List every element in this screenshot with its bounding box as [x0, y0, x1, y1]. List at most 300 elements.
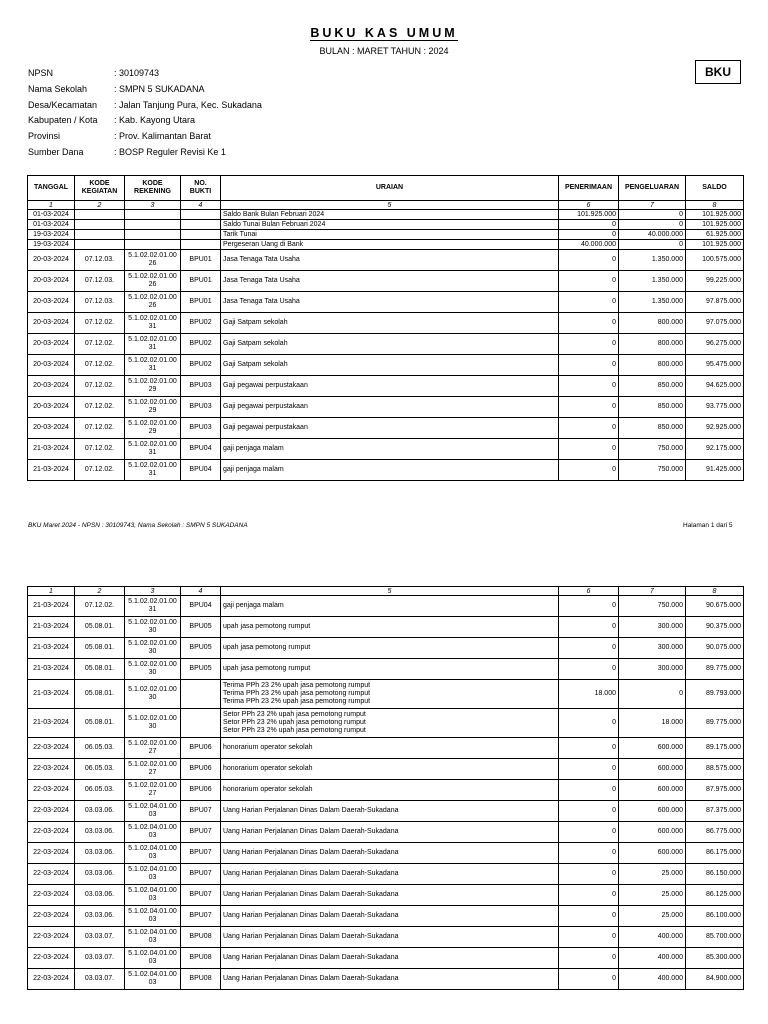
col-number: 6: [559, 587, 619, 596]
cell-no-bukti: [181, 230, 221, 240]
cell-saldo: 97.075.000: [686, 313, 744, 334]
cell-no-bukti: [181, 210, 221, 220]
cell-uraian: honorarium operator sekolah: [221, 738, 559, 759]
cell-saldo: 86.125.000: [686, 885, 744, 906]
cell-no-bukti: [181, 680, 221, 709]
info-row: [28, 68, 262, 84]
cell-pengeluaran: 0: [619, 680, 686, 709]
cell-uraian: Uang Harian Perjalanan Dinas Dalam Daerah-Sukadana: [221, 948, 559, 969]
cell-kode-kegiatan: 03.03.07.: [75, 927, 125, 948]
header-row: [28, 176, 744, 201]
info-label: Desa/Kecamatan: [28, 99, 98, 110]
cell-no-bukti: BPU04: [181, 439, 221, 460]
cell-penerimaan: 0: [559, 969, 619, 990]
cell-penerimaan: 40.000.000: [559, 240, 619, 250]
cell-saldo: 92.175.000: [686, 439, 744, 460]
cell-saldo: 87.375.000: [686, 801, 744, 822]
cell-kode-rekening: 5.1.02.02.01.00 30: [125, 709, 181, 738]
col-number: 2: [75, 587, 125, 596]
info-label: Kabupaten / Kota: [28, 115, 98, 126]
cell-kode-rekening: 5.1.02.02.01.00 26: [125, 250, 181, 271]
cell-kode-rekening: 5.1.02.02.01.00 30: [125, 659, 181, 680]
cell-kode-kegiatan: 03.03.07.: [75, 969, 125, 990]
cell-no-bukti: BPU05: [181, 638, 221, 659]
cell-kode-kegiatan: 03.03.06.: [75, 822, 125, 843]
cell-kode-rekening: 5.1.02.02.01.00 30: [125, 617, 181, 638]
cell-kode-kegiatan: 05.08.01.: [75, 659, 125, 680]
table-row: [28, 439, 744, 460]
info-label: Provinsi: [28, 131, 61, 142]
table-row: [28, 460, 744, 481]
table-row: [28, 969, 744, 990]
cell-no-bukti: BPU02: [181, 355, 221, 376]
table-row: [28, 927, 744, 948]
cell-kode-kegiatan: 07.12.02.: [75, 397, 125, 418]
table-row: [28, 759, 744, 780]
cell-no-bukti: BPU06: [181, 759, 221, 780]
cell-uraian: Gaji pegawai perpustakaan: [221, 418, 559, 439]
cell-kode-kegiatan: 07.12.02.: [75, 376, 125, 397]
cell-saldo: 96.275.000: [686, 334, 744, 355]
cell-pengeluaran: 600.000: [619, 738, 686, 759]
cell-tanggal: 22-03-2024: [28, 885, 75, 906]
info-row: [28, 100, 262, 116]
cell-kode-rekening: 5.1.02.02.01.00 27: [125, 759, 181, 780]
cell-uraian: Uang Harian Perjalanan Dinas Dalam Daerah-Sukadana: [221, 801, 559, 822]
col-number: 2: [75, 201, 125, 210]
school-info: [28, 68, 262, 163]
col-header-no-bukti: NO. BUKTI: [181, 176, 221, 201]
cell-tanggal: 20-03-2024: [28, 250, 75, 271]
cell-kode-kegiatan: 07.12.03.: [75, 271, 125, 292]
cell-penerimaan: 0: [559, 638, 619, 659]
cell-no-bukti: BPU07: [181, 906, 221, 927]
cell-uraian: Saldo Bank Bulan Februari 2024: [221, 210, 559, 220]
cell-penerimaan: 0: [559, 596, 619, 617]
table-row: [28, 680, 744, 709]
cell-kode-kegiatan: 07.12.03.: [75, 292, 125, 313]
table-row: [28, 250, 744, 271]
col-number: 8: [686, 587, 744, 596]
cell-no-bukti: BPU08: [181, 927, 221, 948]
cell-uraian: Uang Harian Perjalanan Dinas Dalam Daerah-Sukadana: [221, 843, 559, 864]
table-row: [28, 638, 744, 659]
cell-no-bukti: BPU07: [181, 885, 221, 906]
col-number: 4: [181, 587, 221, 596]
cell-pengeluaran: 850.000: [619, 418, 686, 439]
cell-saldo: 61.925.000: [686, 230, 744, 240]
cell-penerimaan: 0: [559, 220, 619, 230]
cell-uraian: Uang Harian Perjalanan Dinas Dalam Daerah-Sukadana: [221, 906, 559, 927]
cell-kode-rekening: 5.1.02.02.01.00 31: [125, 313, 181, 334]
ledger-body-page2: [28, 596, 744, 990]
cell-uraian: Uang Harian Perjalanan Dinas Dalam Daerah-Sukadana: [221, 864, 559, 885]
cell-penerimaan: 0: [559, 418, 619, 439]
cell-no-bukti: BPU06: [181, 738, 221, 759]
cell-uraian: Pergeseran Uang di Bank: [221, 240, 559, 250]
cell-uraian: Jasa Tenaga Tata Usaha: [221, 271, 559, 292]
cell-tanggal: 01-03-2024: [28, 210, 75, 220]
cell-pengeluaran: 850.000: [619, 376, 686, 397]
cell-saldo: 90.075.000: [686, 638, 744, 659]
cell-kode-rekening: 5.1.02.02.01.00 31: [125, 596, 181, 617]
col-number: 7: [619, 201, 686, 210]
col-header-uraian: URAIAN: [221, 176, 559, 201]
cell-no-bukti: BPU05: [181, 659, 221, 680]
cell-tanggal: 20-03-2024: [28, 355, 75, 376]
cell-penerimaan: 101.925.000: [559, 210, 619, 220]
cell-penerimaan: 0: [559, 801, 619, 822]
table-row: [28, 738, 744, 759]
cell-kode-kegiatan: 05.08.01.: [75, 680, 125, 709]
table-row: [28, 885, 744, 906]
cell-kode-rekening: 5.1.02.02.01.00 29: [125, 397, 181, 418]
cell-tanggal: 22-03-2024: [28, 759, 75, 780]
cell-kode-kegiatan: 07.12.02.: [75, 439, 125, 460]
table-row: [28, 292, 744, 313]
table-row: [28, 659, 744, 680]
cell-saldo: 86.775.000: [686, 822, 744, 843]
cell-kode-kegiatan: 07.12.02.: [75, 460, 125, 481]
info-row: [28, 115, 262, 131]
cell-pengeluaran: 800.000: [619, 355, 686, 376]
info-value: : Kab. Kayong Utara: [114, 115, 196, 126]
cell-uraian: Uang Harian Perjalanan Dinas Dalam Daerah-Sukadana: [221, 969, 559, 990]
cell-pengeluaran: 750.000: [619, 439, 686, 460]
cell-kode-kegiatan: 07.12.03.: [75, 250, 125, 271]
cell-kode-rekening: 5.1.02.02.01.00 26: [125, 292, 181, 313]
cell-tanggal: 22-03-2024: [28, 843, 75, 864]
table-row: [28, 801, 744, 822]
cell-pengeluaran: 40.000.000: [619, 230, 686, 240]
cell-uraian: Jasa Tenaga Tata Usaha: [221, 250, 559, 271]
ledger-table-page2: [27, 586, 744, 990]
cell-saldo: 91.425.000: [686, 460, 744, 481]
cell-saldo: 99.225.000: [686, 271, 744, 292]
cell-saldo: 85.700.000: [686, 927, 744, 948]
cell-pengeluaran: 1.350.000: [619, 292, 686, 313]
cell-pengeluaran: 400.000: [619, 948, 686, 969]
cell-saldo: 101.925.000: [686, 220, 744, 230]
page-footer-info: BKU Maret 2024 - NPSN : 30109743, Nama Sekolah : SMPN 5 SUKADANA: [28, 522, 248, 529]
cell-uraian: Saldo Tunai Bulan Februari 2024: [221, 220, 559, 230]
cell-kode-rekening: 5.1.02.02.01.00 29: [125, 376, 181, 397]
cell-tanggal: 21-03-2024: [28, 638, 75, 659]
cell-uraian: Uang Harian Perjalanan Dinas Dalam Daerah-Sukadana: [221, 927, 559, 948]
info-value: : SMPN 5 SUKADANA: [114, 83, 205, 94]
document-subtitle: BULAN : MARET TAHUN : 2024: [319, 46, 449, 56]
info-value: : Jalan Tanjung Pura, Kec. Sukadana: [114, 99, 262, 110]
cell-no-bukti: BPU03: [181, 376, 221, 397]
col-number: 4: [181, 201, 221, 210]
cell-no-bukti: BPU04: [181, 460, 221, 481]
table-row: [28, 240, 744, 250]
cell-pengeluaran: 1.350.000: [619, 271, 686, 292]
cell-tanggal: 19-03-2024: [28, 240, 75, 250]
cell-penerimaan: 0: [559, 334, 619, 355]
cell-tanggal: 20-03-2024: [28, 313, 75, 334]
cell-no-bukti: BPU07: [181, 822, 221, 843]
cell-tanggal: 21-03-2024: [28, 460, 75, 481]
cell-saldo: 86.175.000: [686, 843, 744, 864]
cell-saldo: 87.975.000: [686, 780, 744, 801]
col-number: 7: [619, 587, 686, 596]
cell-uraian: Setor PPh 23 2% upah jasa pemotong rumput Setor PPh 23 2% upah jasa pemotong rumput Setor PPh 23 2% upah jasa pemotong rumput: [221, 709, 559, 738]
cell-tanggal: 22-03-2024: [28, 927, 75, 948]
cell-pengeluaran: 400.000: [619, 969, 686, 990]
cell-tanggal: 20-03-2024: [28, 376, 75, 397]
document-title: [0, 26, 768, 40]
cell-kode-kegiatan: 06.05.03.: [75, 759, 125, 780]
cell-penerimaan: 0: [559, 780, 619, 801]
cell-no-bukti: BPU08: [181, 948, 221, 969]
cell-kode-kegiatan: [75, 230, 125, 240]
cell-pengeluaran: 300.000: [619, 617, 686, 638]
column-number-row: [28, 587, 744, 596]
cell-saldo: 86.150.000: [686, 864, 744, 885]
column-number-row: [28, 201, 744, 210]
cell-no-bukti: BPU07: [181, 864, 221, 885]
cell-no-bukti: BPU01: [181, 250, 221, 271]
cell-kode-kegiatan: 07.12.02.: [75, 355, 125, 376]
table-row: [28, 397, 744, 418]
col-header-kode-rekening: KODE REKENING: [125, 176, 181, 201]
cell-tanggal: 21-03-2024: [28, 617, 75, 638]
cell-uraian: gaji penjaga malam: [221, 439, 559, 460]
info-row: [28, 147, 262, 163]
cell-saldo: 89.793.000: [686, 680, 744, 709]
cell-saldo: 90.375.000: [686, 617, 744, 638]
cell-no-bukti: BPU06: [181, 780, 221, 801]
cell-saldo: 84.900.000: [686, 969, 744, 990]
cell-no-bukti: [181, 220, 221, 230]
info-value: : 30109743: [114, 68, 160, 78]
cell-kode-kegiatan: 06.05.03.: [75, 738, 125, 759]
cell-kode-rekening: 5.1.02.02.01.00 27: [125, 738, 181, 759]
cell-kode-kegiatan: 03.03.06.: [75, 843, 125, 864]
cell-kode-rekening: 5.1.02.02.01.00 31: [125, 439, 181, 460]
cell-kode-rekening: 5.1.02.04.01.00 03: [125, 822, 181, 843]
cell-kode-kegiatan: 06.05.03.: [75, 780, 125, 801]
cell-saldo: 92.925.000: [686, 418, 744, 439]
table-row: [28, 271, 744, 292]
col-number: 5: [221, 201, 559, 210]
cell-pengeluaran: 300.000: [619, 659, 686, 680]
table-row: [28, 334, 744, 355]
cell-saldo: 89.775.000: [686, 709, 744, 738]
cell-no-bukti: BPU03: [181, 418, 221, 439]
cell-penerimaan: 0: [559, 906, 619, 927]
cell-saldo: 85.300.000: [686, 948, 744, 969]
cell-kode-rekening: 5.1.02.02.01.00 31: [125, 460, 181, 481]
cell-pengeluaran: 600.000: [619, 822, 686, 843]
cell-uraian: Jasa Tenaga Tata Usaha: [221, 292, 559, 313]
cell-kode-kegiatan: 07.12.02.: [75, 418, 125, 439]
cell-tanggal: 20-03-2024: [28, 292, 75, 313]
info-label: NPSN: [28, 68, 54, 78]
cell-kode-kegiatan: 03.03.06.: [75, 885, 125, 906]
cell-penerimaan: 0: [559, 709, 619, 738]
cell-tanggal: 22-03-2024: [28, 969, 75, 990]
cell-tanggal: 21-03-2024: [28, 709, 75, 738]
cell-pengeluaran: 0: [619, 220, 686, 230]
cell-no-bukti: BPU07: [181, 801, 221, 822]
cell-tanggal: 21-03-2024: [28, 680, 75, 709]
cell-pengeluaran: 25.000: [619, 906, 686, 927]
cell-no-bukti: [181, 709, 221, 738]
cell-kode-rekening: 5.1.02.04.01.00 03: [125, 801, 181, 822]
cell-kode-kegiatan: [75, 220, 125, 230]
cell-pengeluaran: 25.000: [619, 885, 686, 906]
cell-saldo: 101.925.000: [686, 210, 744, 220]
cell-uraian: honorarium operator sekolah: [221, 780, 559, 801]
table-row: [28, 906, 744, 927]
cell-penerimaan: 0: [559, 271, 619, 292]
cell-pengeluaran: 750.000: [619, 460, 686, 481]
table-row: [28, 709, 744, 738]
cell-pengeluaran: 25.000: [619, 864, 686, 885]
table-row: [28, 617, 744, 638]
cell-pengeluaran: 750.000: [619, 596, 686, 617]
col-number: 3: [125, 587, 181, 596]
cell-kode-rekening: 5.1.02.02.01.00 31: [125, 355, 181, 376]
cell-tanggal: 22-03-2024: [28, 948, 75, 969]
cell-uraian: gaji penjaga malam: [221, 460, 559, 481]
cell-no-bukti: BPU07: [181, 843, 221, 864]
cell-pengeluaran: 600.000: [619, 801, 686, 822]
col-number: 1: [28, 201, 75, 210]
cell-uraian: upah jasa pemotong rumput: [221, 638, 559, 659]
cell-kode-rekening: 5.1.02.02.01.00 27: [125, 780, 181, 801]
cell-kode-rekening: 5.1.02.04.01.00 03: [125, 969, 181, 990]
table-row: [28, 596, 744, 617]
info-label: Sumber Dana: [28, 146, 84, 157]
cell-saldo: 94.625.000: [686, 376, 744, 397]
cell-tanggal: 22-03-2024: [28, 801, 75, 822]
table-row: [28, 230, 744, 240]
cell-uraian: upah jasa pemotong rumput: [221, 617, 559, 638]
cell-kode-rekening: 5.1.02.04.01.00 03: [125, 864, 181, 885]
col-number: 1: [28, 587, 75, 596]
cell-kode-rekening: [125, 240, 181, 250]
cell-kode-rekening: 5.1.02.02.01.00 31: [125, 334, 181, 355]
cell-kode-rekening: 5.1.02.02.01.00 26: [125, 271, 181, 292]
cell-penerimaan: 0: [559, 885, 619, 906]
cell-uraian: Gaji Satpam sekolah: [221, 334, 559, 355]
cell-penerimaan: 0: [559, 843, 619, 864]
cell-tanggal: 20-03-2024: [28, 271, 75, 292]
col-header-kode-kegiatan: KODE KEGIATAN: [75, 176, 125, 201]
cell-penerimaan: 0: [559, 659, 619, 680]
cell-penerimaan: 0: [559, 230, 619, 240]
cell-penerimaan: 0: [559, 738, 619, 759]
col-number: 3: [125, 201, 181, 210]
cell-tanggal: 19-03-2024: [28, 230, 75, 240]
info-value: : BOSP Reguler Revisi Ke 1: [114, 146, 226, 157]
cell-tanggal: 20-03-2024: [28, 397, 75, 418]
cell-no-bukti: BPU04: [181, 596, 221, 617]
cell-pengeluaran: 600.000: [619, 780, 686, 801]
cell-tanggal: 22-03-2024: [28, 906, 75, 927]
cell-uraian: Gaji Satpam sekolah: [221, 313, 559, 334]
col-header-tanggal: TANGGAL: [28, 176, 75, 201]
cell-pengeluaran: 1.350.000: [619, 250, 686, 271]
page-number: Halaman 1 dari 5: [683, 522, 733, 529]
col-number: 5: [221, 587, 559, 596]
cell-kode-rekening: 5.1.02.02.01.00 30: [125, 680, 181, 709]
ledger-body-page1: [28, 210, 744, 481]
cell-uraian: Gaji Satpam sekolah: [221, 355, 559, 376]
info-value: : Prov. Kalimantan Barat: [114, 131, 211, 142]
cell-no-bukti: BPU02: [181, 334, 221, 355]
cell-kode-kegiatan: 07.12.02.: [75, 596, 125, 617]
cell-kode-kegiatan: 07.12.02.: [75, 334, 125, 355]
cell-penerimaan: 0: [559, 250, 619, 271]
cell-tanggal: 22-03-2024: [28, 780, 75, 801]
cell-uraian: upah jasa pemotong rumput: [221, 659, 559, 680]
bku-badge: BKU: [695, 60, 741, 84]
cell-saldo: 101.925.000: [686, 240, 744, 250]
cell-saldo: 97.875.000: [686, 292, 744, 313]
table-row: [28, 822, 744, 843]
cell-tanggal: 22-03-2024: [28, 822, 75, 843]
cell-penerimaan: 0: [559, 439, 619, 460]
cell-penerimaan: 0: [559, 864, 619, 885]
table-row: [28, 948, 744, 969]
cell-pengeluaran: 18.000: [619, 709, 686, 738]
cell-penerimaan: 0: [559, 948, 619, 969]
cell-kode-rekening: 5.1.02.04.01.00 03: [125, 927, 181, 948]
cell-saldo: 95.475.000: [686, 355, 744, 376]
cell-kode-rekening: [125, 210, 181, 220]
table-row: [28, 313, 744, 334]
cell-saldo: 86.100.000: [686, 906, 744, 927]
cell-tanggal: 20-03-2024: [28, 334, 75, 355]
cell-kode-kegiatan: 05.08.01.: [75, 638, 125, 659]
cell-penerimaan: 0: [559, 460, 619, 481]
cell-kode-kegiatan: 07.12.02.: [75, 313, 125, 334]
cell-no-bukti: BPU01: [181, 271, 221, 292]
cell-kode-rekening: [125, 230, 181, 240]
cell-kode-kegiatan: 05.08.01.: [75, 617, 125, 638]
info-label: Nama Sekolah: [28, 83, 88, 94]
cell-no-bukti: BPU01: [181, 292, 221, 313]
cell-uraian: honorarium operator sekolah: [221, 759, 559, 780]
cell-kode-kegiatan: [75, 210, 125, 220]
cell-penerimaan: 0: [559, 313, 619, 334]
cell-saldo: 89.175.000: [686, 738, 744, 759]
ledger-table-page1: [27, 175, 744, 481]
table-row: [28, 210, 744, 220]
cell-pengeluaran: 600.000: [619, 843, 686, 864]
table-row: [28, 780, 744, 801]
cell-tanggal: 21-03-2024: [28, 659, 75, 680]
cell-kode-kegiatan: 03.03.07.: [75, 948, 125, 969]
cell-uraian: Gaji pegawai perpustakaan: [221, 397, 559, 418]
cell-tanggal: 21-03-2024: [28, 439, 75, 460]
cell-tanggal: 21-03-2024: [28, 596, 75, 617]
cell-pengeluaran: 400.000: [619, 927, 686, 948]
cell-pengeluaran: 0: [619, 240, 686, 250]
col-number: 8: [686, 201, 744, 210]
cell-pengeluaran: 600.000: [619, 759, 686, 780]
info-row: [28, 84, 262, 100]
document-title-text: BUKU KAS UMUM: [310, 26, 458, 40]
cell-no-bukti: BPU03: [181, 397, 221, 418]
cell-uraian: Terima PPh 23 2% upah jasa pemotong rumput Terima PPh 23 2% upah jasa pemotong rumput Terima PPh 23 2% upah jasa pemotong rumput: [221, 680, 559, 709]
cell-saldo: 100.575.000: [686, 250, 744, 271]
cell-tanggal: 22-03-2024: [28, 864, 75, 885]
